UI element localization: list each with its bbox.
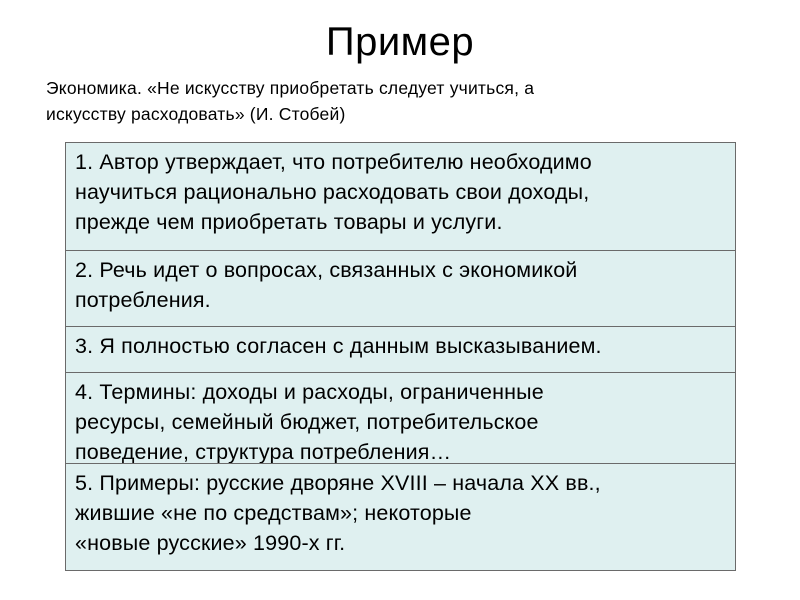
answer-box-3: 3. Я полностью согласен с данным высказыванием. — [66, 326, 735, 372]
slide-title: Пример — [325, 20, 475, 64]
quote-subtitle: Экономика. «Не искусству приобретать следует учиться, а искусству расходовать» (И. Стобей) — [46, 78, 535, 124]
answer-boxes — [65, 142, 736, 571]
answer-box-4: 4. Термины: доходы и расходы, ограниченные ресурсы, семейный бюджет, потребительское поведение, структура потребления… — [66, 372, 735, 463]
answer-box-1: 1. Автор утверждает, что потребителю необходимо научиться рационально расходовать свои доходы, прежде чем приобретать товары и услуги. — [75, 150, 592, 234]
answer-box-2: 2. Речь идет о вопросах, связанных с экономикой потребления. — [66, 250, 735, 326]
answer-box-5: 5. Примеры: русские дворяне XVIII – начала XX вв., жившие «не по средствам»; некоторые «новые русские» 1990-х гг. — [66, 463, 735, 570]
